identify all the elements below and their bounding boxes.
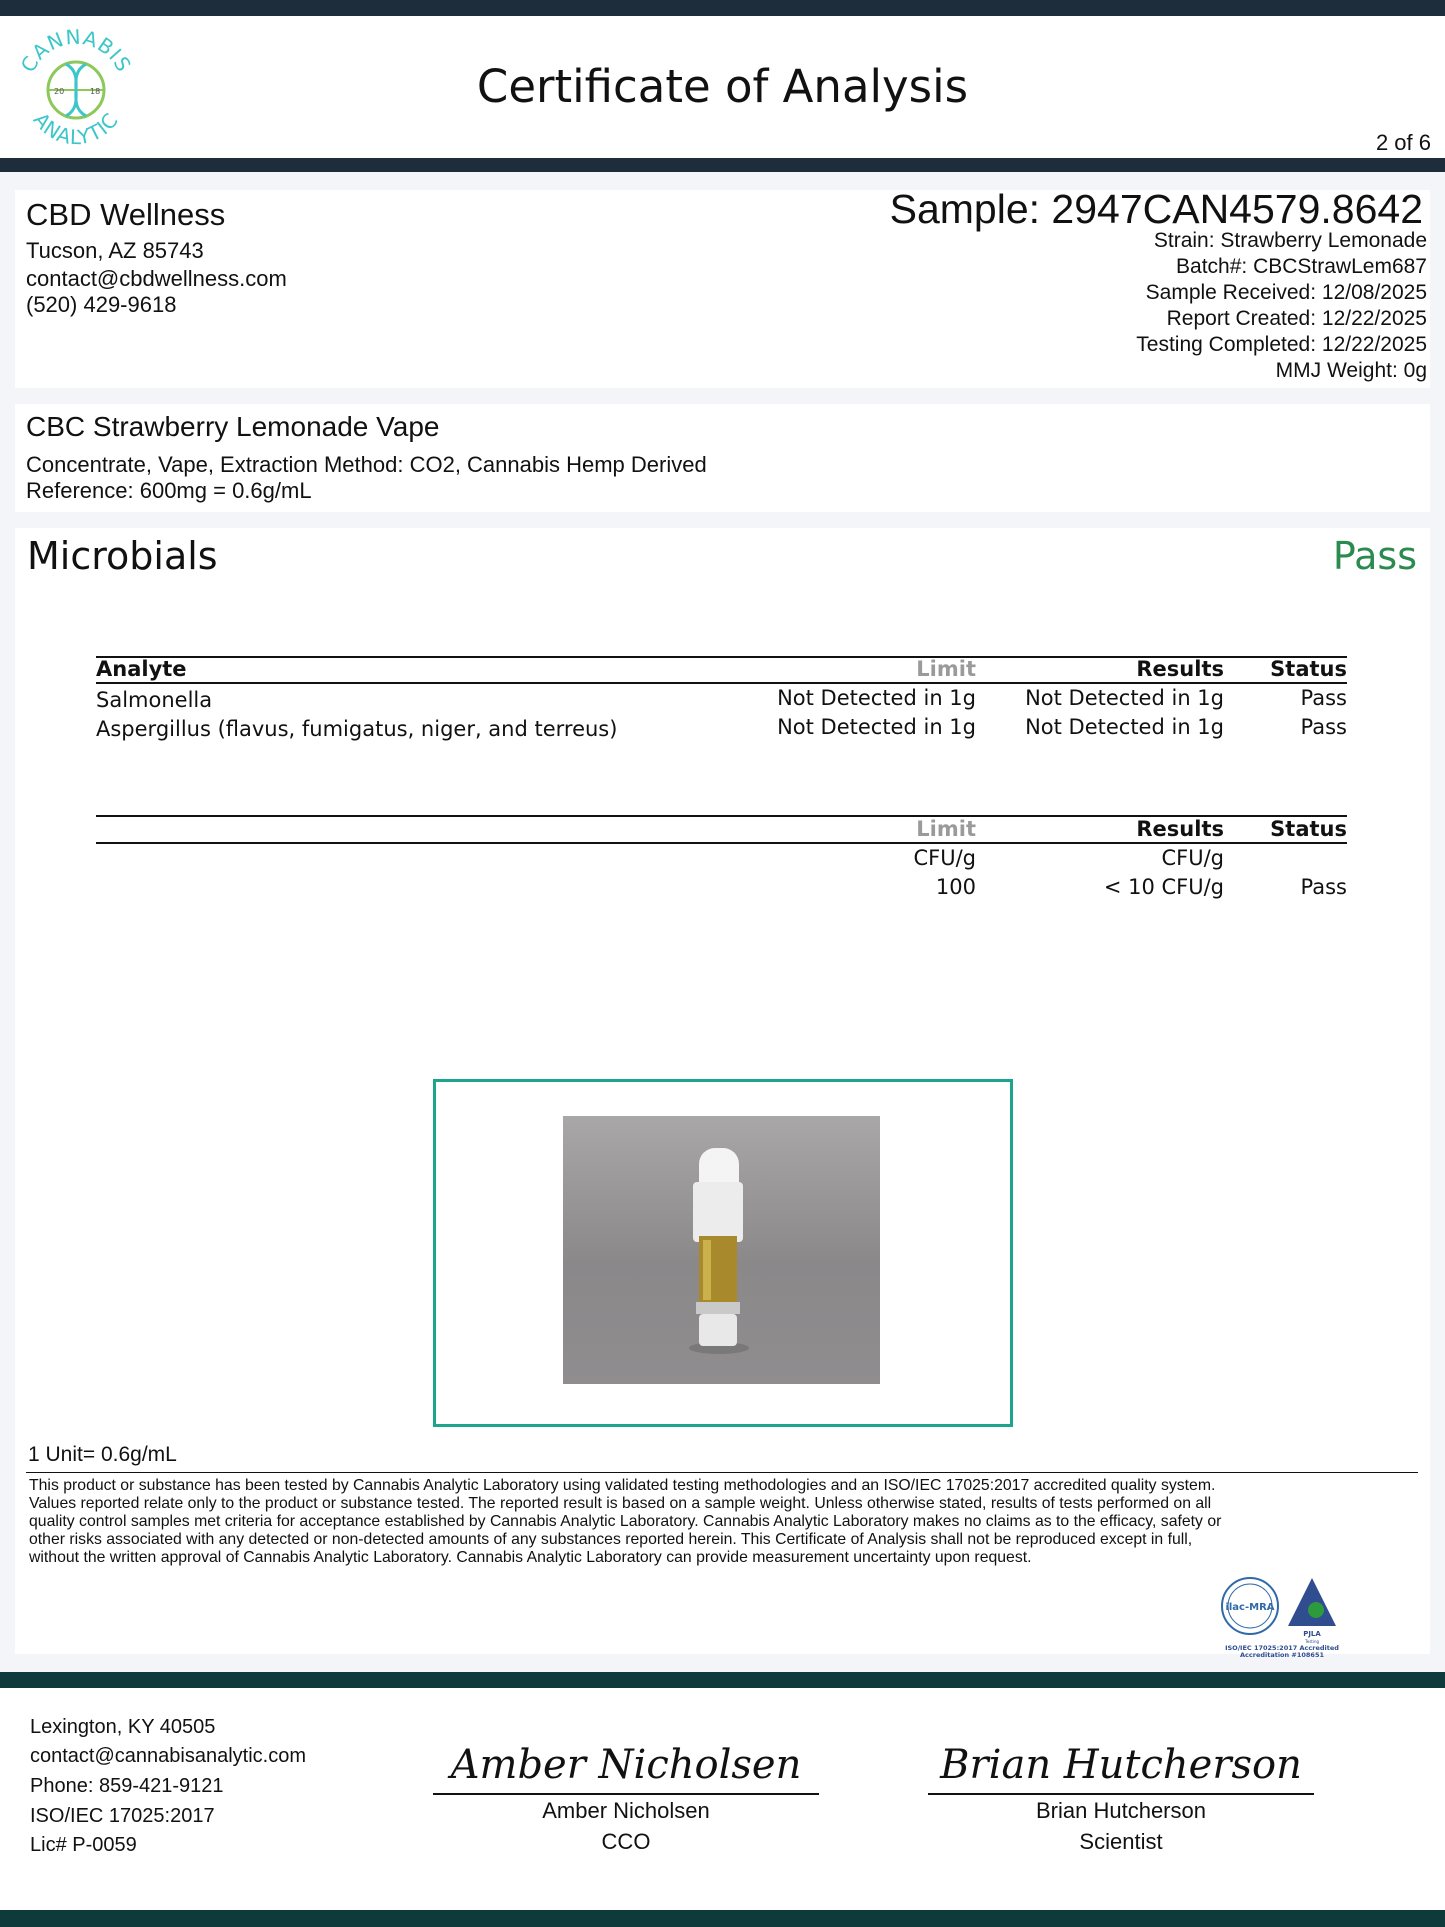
table1-row1-results: Not Detected in 1g bbox=[1025, 686, 1224, 710]
table1-header-limit: Limit bbox=[916, 657, 976, 681]
client-email: contact@cbdwellness.com bbox=[26, 266, 287, 291]
sample-strain: Strain: Strawberry Lemonade bbox=[1153, 229, 1427, 252]
client-phone: (520) 429-9618 bbox=[26, 292, 177, 317]
footer-bar bbox=[0, 1672, 1445, 1688]
table2-row-limit: 100 bbox=[935, 875, 976, 899]
bottom-bar bbox=[0, 1910, 1445, 1927]
table2-header-results: Results bbox=[1136, 817, 1224, 841]
product-photo bbox=[563, 1116, 880, 1384]
pjla-logo: PJLA bbox=[1303, 1630, 1321, 1638]
sample-received: Sample Received: 12/08/2025 bbox=[1145, 281, 1427, 304]
lab-address: Lexington, KY 40505 bbox=[30, 1716, 216, 1738]
table1-row2-limit: Not Detected in 1g bbox=[777, 715, 976, 739]
signature-2-rule bbox=[928, 1793, 1314, 1795]
table2-row-status: Pass bbox=[1300, 875, 1347, 899]
pjla-subtitle: Testing bbox=[1304, 1639, 1320, 1644]
disclaimer-line-1: This product or substance has been tested by Cannabis Analytic Laboratory using validated testing methodologies and an ISO/IEC 17025:2017 accredited quality system. bbox=[29, 1477, 1216, 1494]
table1-header-analyte: Analyte bbox=[96, 657, 187, 681]
logo-year-left: 20 bbox=[54, 87, 65, 96]
page-number: 2 of 6 bbox=[1375, 130, 1431, 155]
product-name: CBC Strawberry Lemonade Vape bbox=[26, 411, 440, 442]
sample-batch: Batch#: CBCStrawLem687 bbox=[1176, 255, 1427, 278]
sample-id: Sample: 2947CAN4579.8642 bbox=[889, 186, 1423, 232]
lab-phone: Phone: 859-421-9121 bbox=[30, 1775, 224, 1797]
accreditation-logos bbox=[1218, 1574, 1346, 1658]
signature-2: Brian Hutcherson bbox=[940, 1742, 1302, 1788]
document-title: Certificate of Analysis bbox=[476, 60, 969, 113]
signature-1-rule bbox=[433, 1793, 819, 1795]
top-bar bbox=[0, 0, 1445, 16]
signer-2-title: Scientist bbox=[1079, 1829, 1163, 1854]
table2-header-status: Status bbox=[1270, 817, 1347, 841]
signer-1-title: CCO bbox=[601, 1829, 651, 1854]
table1-row1-analyte: Salmonella bbox=[96, 688, 213, 712]
table2-row-results: < 10 CFU/g bbox=[1103, 875, 1224, 899]
table1-row2-status: Pass bbox=[1300, 715, 1347, 739]
product-reference: Reference: 600mg = 0.6g/mL bbox=[26, 478, 312, 503]
client-name: CBD Wellness bbox=[26, 197, 226, 232]
table1-row2-results: Not Detected in 1g bbox=[1025, 715, 1224, 739]
vape-cartridge-image bbox=[563, 1116, 880, 1384]
unit-note: 1 Unit= 0.6g/mL bbox=[28, 1443, 177, 1466]
logo-text-top: CANNABIS bbox=[15, 24, 137, 77]
table1-row2-analyte: Aspergillus (flavus, fumigatus, niger, and terreus) bbox=[96, 717, 618, 741]
logo-year-right: 18 bbox=[90, 87, 101, 96]
lab-license: Lic# P-0059 bbox=[30, 1834, 137, 1856]
disclaimer-line-5: without the written approval of Cannabis Analytic Laboratory. Cannabis Analytic Laboratory can provide measurement uncertainty upon request. bbox=[29, 1549, 1032, 1566]
logo-text-bottom: ANALYTIC bbox=[28, 107, 124, 150]
disclaimer-line-2: Values reported relate only to the product or substance tested. The reported result is based on a sample weight. Unless otherwise stated, results of tests performed on all bbox=[29, 1495, 1212, 1512]
client-address: Tucson, AZ 85743 bbox=[26, 238, 204, 263]
testing-completed: Testing Completed: 12/22/2025 bbox=[1136, 333, 1427, 356]
report-created: Report Created: 12/22/2025 bbox=[1166, 307, 1427, 330]
lab-email: contact@cannabisanalytic.com bbox=[30, 1745, 306, 1767]
table2-header-rule bbox=[96, 842, 1347, 844]
table2-unit-results: CFU/g bbox=[1161, 846, 1224, 870]
section-status: Pass bbox=[1332, 534, 1417, 578]
lab-iso: ISO/IEC 17025:2017 bbox=[30, 1805, 215, 1827]
signer-1-name: Amber Nicholsen bbox=[542, 1798, 710, 1823]
header-bar bbox=[0, 158, 1445, 172]
disclaimer bbox=[29, 1477, 1409, 1567]
table2-header-limit: Limit bbox=[916, 817, 976, 841]
table1-row1-status: Pass bbox=[1300, 686, 1347, 710]
disclaimer-line-3: quality control samples met criteria for acceptance established by Cannabis Analytic Laboratory. Cannabis Analytic Laboratory makes no claims as to the efficacy, safety or bbox=[29, 1513, 1222, 1530]
accreditation-line-1: ISO/IEC 17025:2017 Accredited bbox=[1225, 1644, 1339, 1652]
product-description: Concentrate, Vape, Extraction Method: CO2, Cannabis Hemp Derived bbox=[26, 452, 707, 477]
mmj-weight: MMJ Weight: 0g bbox=[1275, 359, 1427, 382]
table2-unit-limit: CFU/g bbox=[913, 846, 976, 870]
table1-header-status: Status bbox=[1270, 657, 1347, 681]
section-title: Microbials bbox=[27, 534, 218, 578]
signer-2-name: Brian Hutcherson bbox=[1036, 1798, 1206, 1823]
ilac-mra-logo: ilac-MRA bbox=[1225, 1602, 1275, 1613]
table1-header-rule bbox=[96, 682, 1347, 684]
table1-header-results: Results bbox=[1136, 657, 1224, 681]
disclaimer-line-4: other risks associated with any detected or non-detected amounts of any substances reported herein. This Certificate of Analysis shall not be reproduced except in full, bbox=[29, 1531, 1193, 1548]
table1-row1-limit: Not Detected in 1g bbox=[777, 686, 976, 710]
signature-1: Amber Nicholsen bbox=[450, 1742, 802, 1788]
accreditation-line-2: Accreditation #108651 bbox=[1240, 1651, 1324, 1658]
disclaimer-rule bbox=[26, 1472, 1418, 1473]
